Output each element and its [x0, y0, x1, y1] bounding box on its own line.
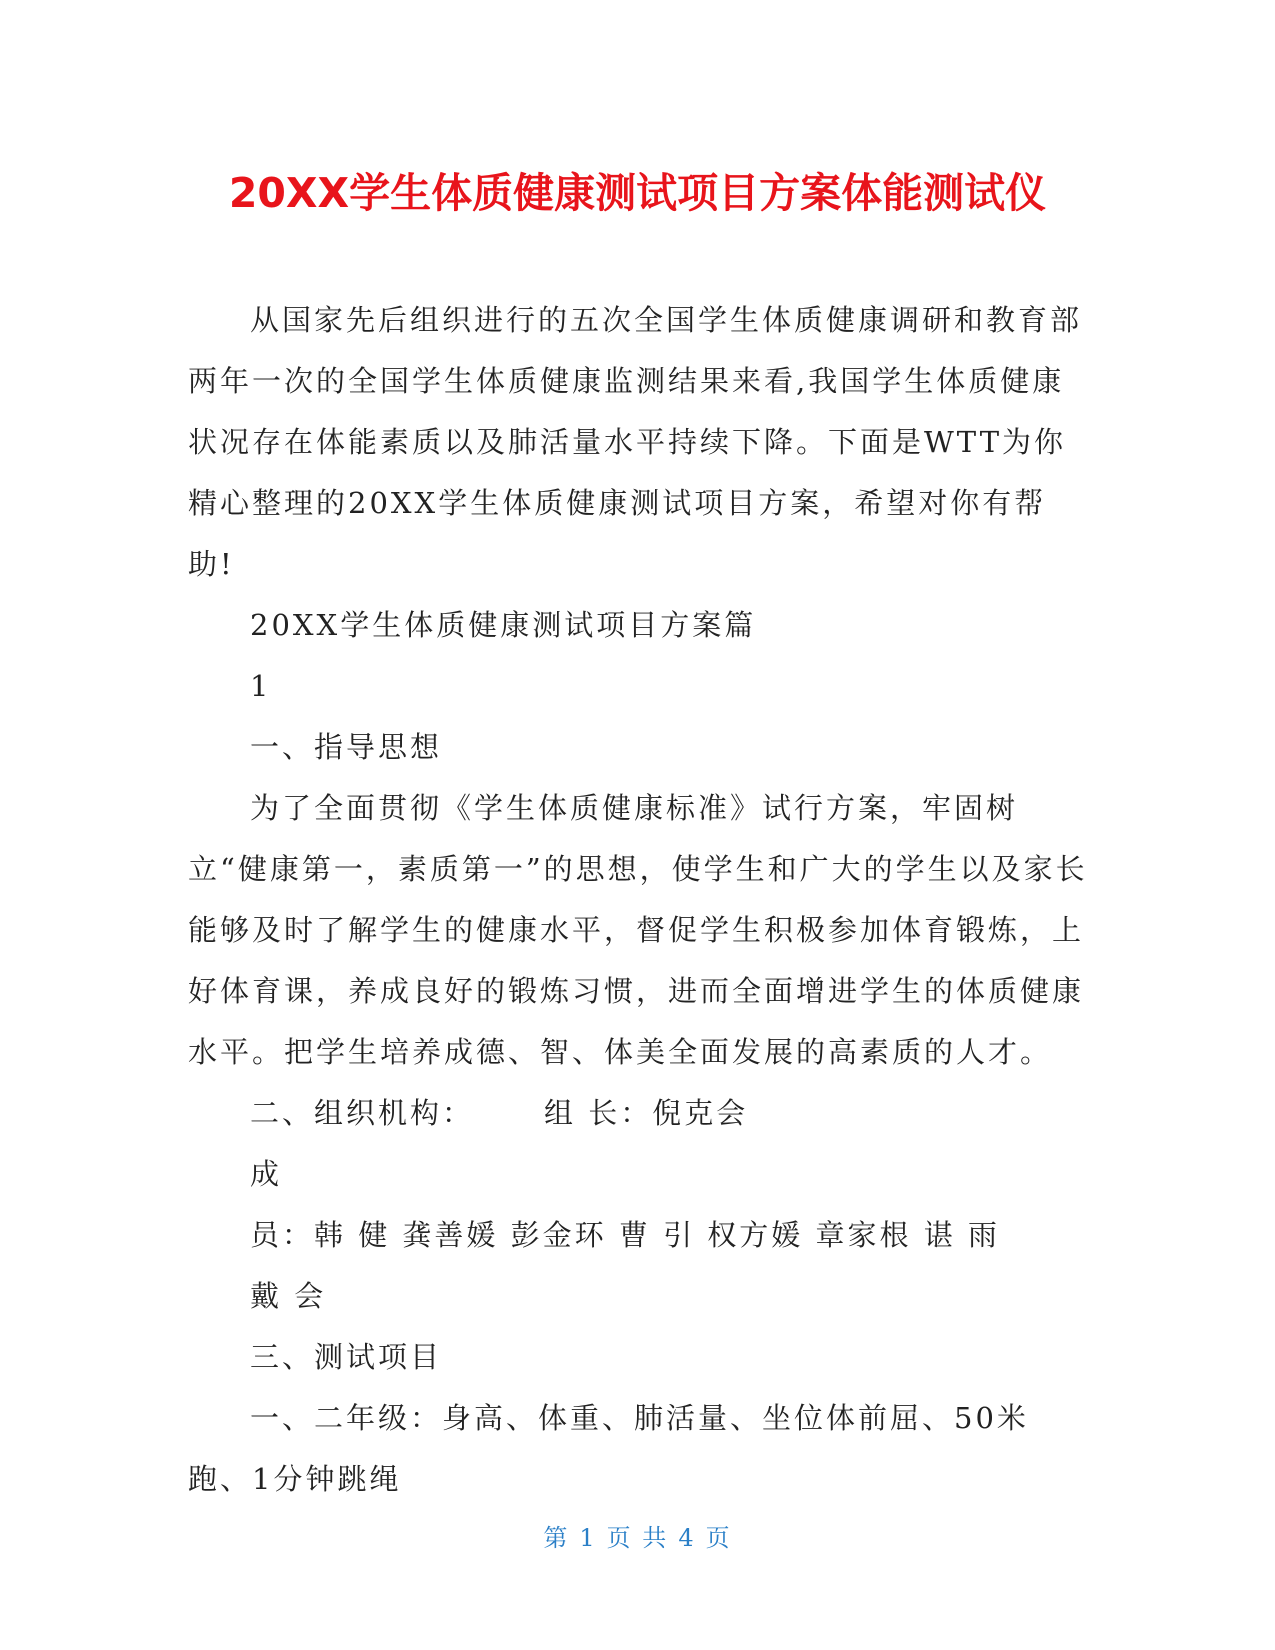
- page-footer: [0, 1518, 1275, 1553]
- organization-leader: 组 长：倪克会: [544, 1096, 749, 1130]
- footer-prefix: 第: [543, 1524, 570, 1552]
- footer-page-number: 1: [579, 1524, 597, 1552]
- heading-test-items: 三、测试项目: [250, 1340, 443, 1374]
- guiding-paragraph: 为了全面贯彻《学生体质健康标准》试行方案，牢固树立“健康第一，素质第一”的思想，使学生和广大的学生以及家长能够及时了解学生的健康水平，督促学生积极参加体育锻炼，上好体育课，养成良好的锻炼习惯，进而全面增进学生的体质健康水平。把学生培养成德、智、体美全面发展的高素质的人才。: [188, 791, 1088, 1069]
- organization-line: [188, 1083, 1088, 1144]
- members-label-char: 成: [250, 1157, 283, 1191]
- members-line: 员：韩 健 龚善媛 彭金环 曹 引 权方媛 章家根 谌 雨: [250, 1218, 1000, 1252]
- intro-paragraph: 从国家先后组织进行的五次全国学生体质健康调研和教育部两年一次的全国学生体质健康监测结果来看,我国学生体质健康状况存在体能素质以及肺活量水平持续下降。下面是WTT为你精心整理的20XX学生体质健康测试项目方案，希望对你有帮助!: [188, 303, 1083, 581]
- heading-guiding-thought: 一、指导思想: [250, 730, 443, 764]
- grades-1-2-items: 一、二年级：身高、体重、肺活量、坐位体前屈、50米跑、1分钟跳绳: [188, 1401, 1029, 1496]
- section-heading: 20XX学生体质健康测试项目方案篇: [250, 608, 757, 642]
- members-last-line: 戴 会: [250, 1279, 327, 1313]
- organization-heading: 二、组织机构：: [250, 1096, 475, 1130]
- section-number: 1: [250, 669, 272, 703]
- footer-middle: 页 共: [606, 1524, 669, 1552]
- footer-total-pages: 4: [678, 1524, 696, 1552]
- document-title: 20XX学生体质健康测试项目方案体能测试仪: [228, 169, 1047, 217]
- footer-suffix: 页: [705, 1524, 732, 1552]
- document-body: [188, 290, 1088, 1510]
